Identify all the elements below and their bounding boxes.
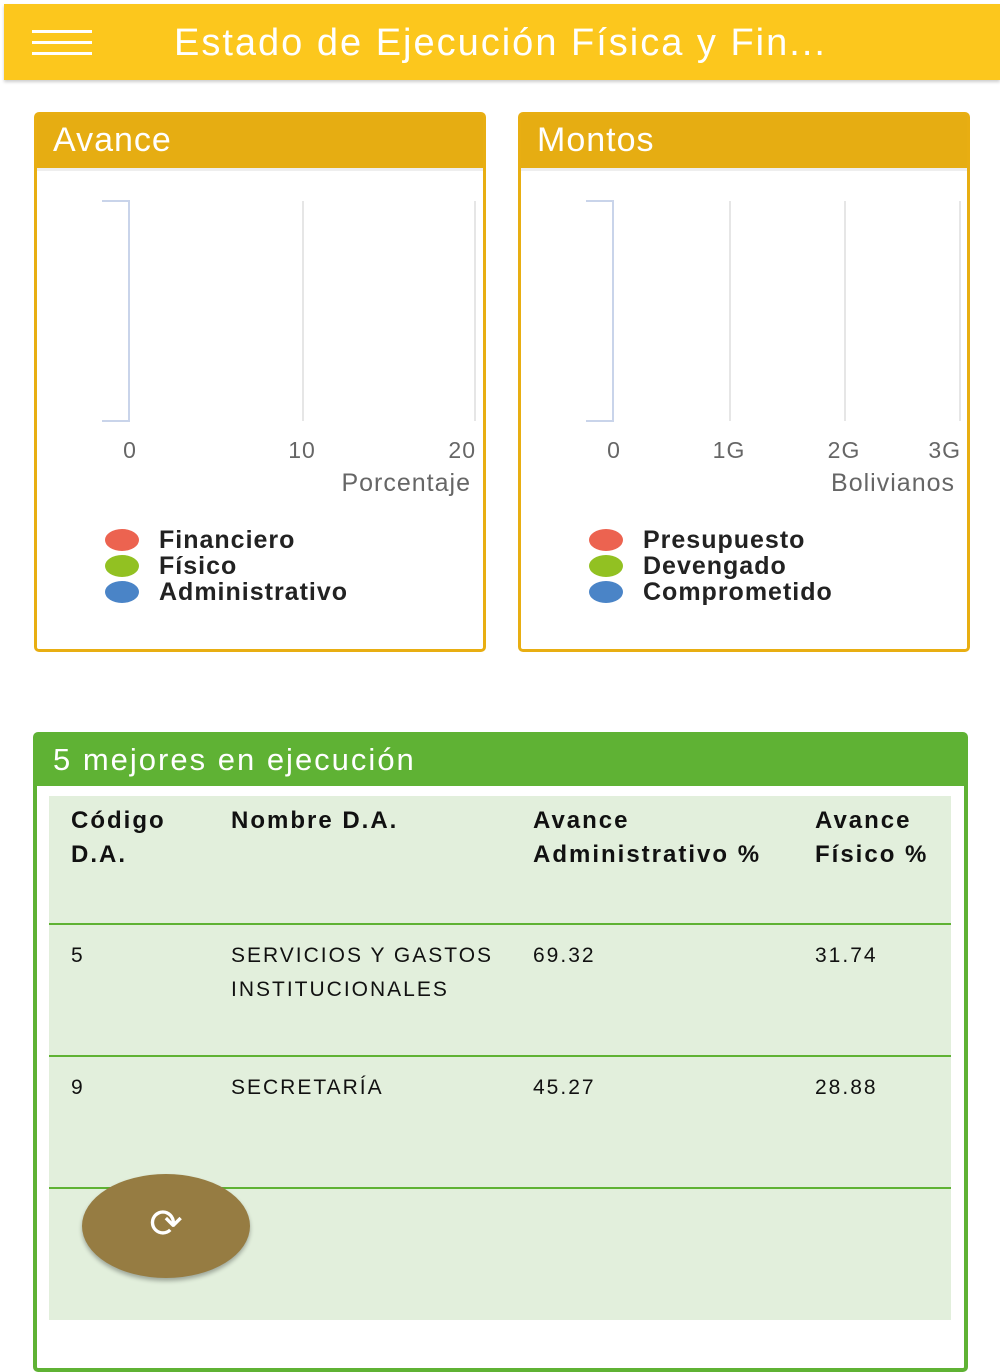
table-cell: 9 — [49, 1056, 209, 1188]
legend-label: Físico — [159, 551, 238, 580]
montos-card — [518, 112, 970, 652]
x-tick-label: 10 — [288, 437, 316, 463]
table-cell: 31.74 — [793, 924, 951, 1056]
x-axis-label: Bolivianos — [831, 469, 955, 497]
top5-title: 5 mejores en ejecución — [37, 736, 964, 788]
app-bar — [4, 4, 1000, 80]
table-cell — [793, 1188, 951, 1320]
refresh-button[interactable] — [82, 1174, 250, 1278]
legend-item — [589, 579, 833, 605]
montos-chart — [521, 115, 967, 649]
gridline — [959, 201, 961, 421]
table-cell: SECRETARÍA — [209, 1056, 511, 1188]
menu-icon[interactable] — [32, 30, 92, 60]
col-avance-admin: Avance Administrativo % — [533, 807, 762, 868]
table-cell — [209, 1188, 511, 1320]
table-cell: 69.32 — [511, 924, 793, 1056]
legend-label: Devengado — [643, 551, 787, 580]
x-axis-label: Porcentaje — [341, 469, 471, 497]
legend-item — [589, 553, 833, 579]
legend-label: Financiero — [159, 525, 296, 554]
col-avance-fisico: Avance Físico % — [815, 807, 929, 868]
legend-label: Administrativo — [159, 577, 349, 606]
x-tick-label: 0 — [123, 437, 137, 463]
legend-item — [105, 527, 348, 553]
y-axis — [586, 200, 614, 422]
avance-chart — [37, 115, 483, 649]
legend — [589, 527, 833, 605]
legend-dot — [589, 555, 623, 577]
gridline — [302, 201, 304, 421]
legend-dot — [105, 555, 139, 577]
table-cell: 28.88 — [793, 1056, 951, 1188]
table-cell: 45.27 — [511, 1056, 793, 1188]
page-title: Estado de Ejecución Física y Fin... — [174, 22, 827, 64]
legend-label: Comprometido — [643, 577, 833, 606]
gridline — [474, 201, 476, 421]
y-axis — [102, 200, 130, 422]
legend — [105, 527, 348, 605]
x-tick-label: 0 — [607, 437, 621, 463]
legend-dot — [589, 581, 623, 603]
avance-card — [34, 112, 486, 652]
x-tick-label: 3G — [928, 437, 961, 463]
refresh-icon: ⟳ — [149, 1202, 183, 1246]
table-cell: 5 — [49, 924, 209, 1056]
x-tick-label: 20 — [448, 437, 476, 463]
legend-item — [589, 527, 833, 553]
legend-dot — [105, 529, 139, 551]
table-row[interactable] — [49, 924, 951, 1056]
avance-title: Avance — [37, 115, 483, 171]
gridline — [844, 201, 846, 421]
x-tick-label: 2G — [827, 437, 861, 463]
montos-title: Montos — [521, 115, 967, 171]
col-codigo: Código D.A. — [71, 807, 166, 868]
legend-label: Presupuesto — [643, 525, 806, 554]
legend-item — [105, 579, 348, 605]
legend-item — [105, 553, 348, 579]
table-row[interactable] — [49, 1056, 951, 1188]
gridline — [729, 201, 731, 421]
col-nombre: Nombre D.A. — [231, 807, 399, 834]
table-cell — [511, 1188, 793, 1320]
legend-dot — [589, 529, 623, 551]
legend-dot — [105, 581, 139, 603]
table-cell: SERVICIOS Y GASTOS INSTITUCIONALES — [209, 924, 511, 1056]
x-tick-label: 1G — [712, 437, 746, 463]
